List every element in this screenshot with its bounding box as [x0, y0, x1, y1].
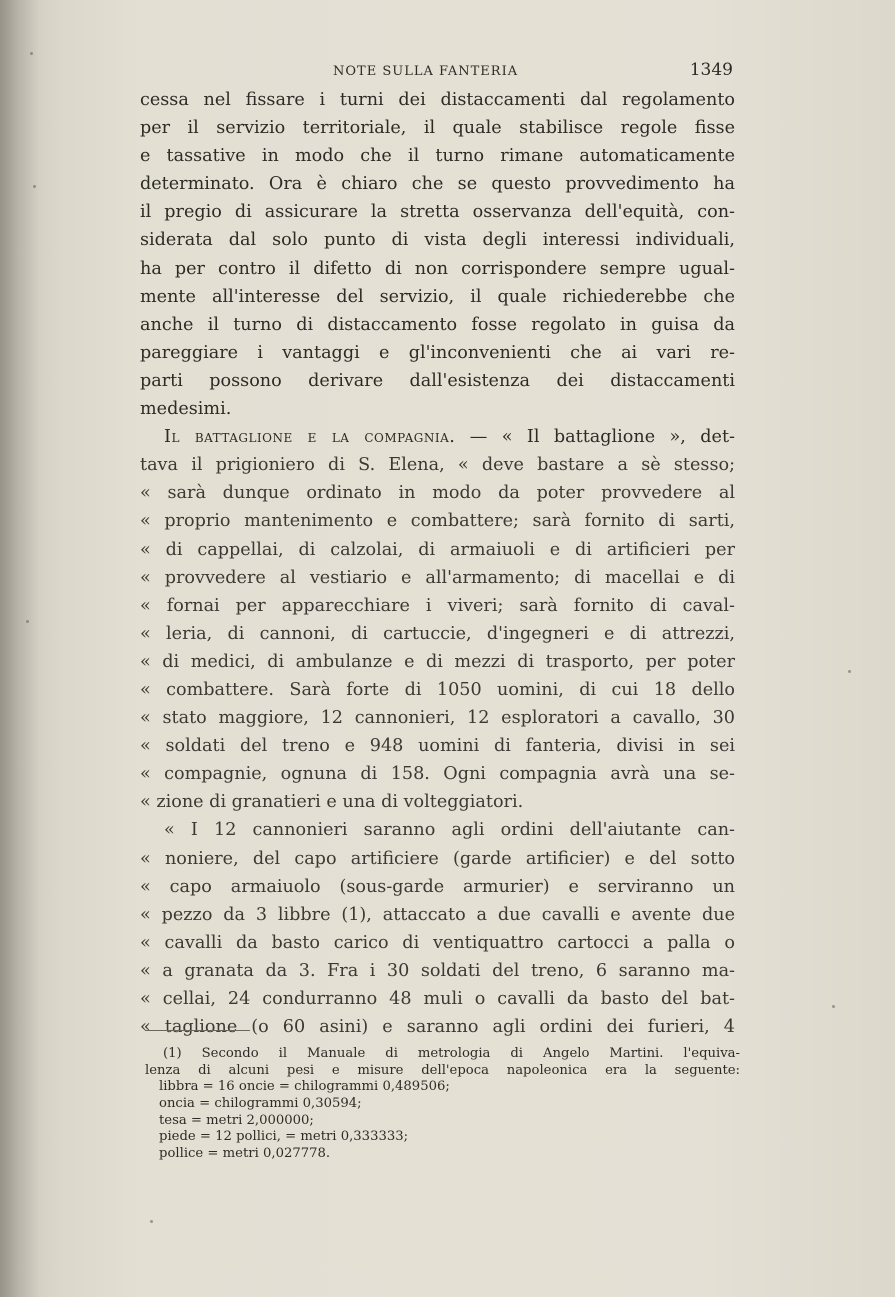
quote-line: « a granata da 3. Fra i 30 soldati del treno, 6 saranno ma- — [140, 960, 735, 981]
quote-line: « leria, di cannoni, di cartuccie, d'ingegneri e di attrezzi, — [140, 623, 735, 644]
section-first-line — [140, 423, 735, 451]
quote-line: « stato maggiore, 12 cannonieri, 12 esploratori a cavallo, 30 — [140, 708, 735, 729]
quote-line: « di cappellai, di calzolai, di armaiuoli e di artificieri per — [140, 539, 735, 560]
text-line: pareggiare i vantaggi e gl'inconvenienti che ai vari re- — [140, 342, 735, 363]
quote-line: « compagnie, ognuna di 158. Ogni compagnia avrà una se- — [140, 764, 735, 785]
footnote-line: lenza di alcuni pesi e misure dell'epoca napoleonica era la seguente: — [145, 1062, 740, 1078]
quote-line: « cavalli da basto carico di ventiquattro cartocci a palla o — [140, 932, 735, 953]
quote-line: « capo armaiuolo (sous-garde armurier) e serviranno un — [140, 876, 735, 897]
text-line: il pregio di assicurare la stretta osservanza dell'equità, con- — [140, 202, 735, 223]
quote-line: « proprio mantenimento e combattere; sarà fornito di sarti, — [140, 511, 735, 532]
quote-line: « provvedere al vestiario e all'armamento; di macellai e di — [140, 567, 735, 588]
paper-speck — [26, 620, 29, 623]
quote-line: « I 12 cannonieri saranno agli ordini dell'aiutante can- — [164, 820, 735, 841]
quote-line: « di medici, di ambulanze e di mezzi di trasporto, per poter — [140, 651, 735, 672]
gutter-shadow — [0, 0, 40, 1297]
quote-line: « zione di granatieri e una di volteggiatori. — [140, 792, 524, 813]
page-header — [145, 60, 735, 84]
footnote-line: (1) Secondo il Manuale di metrologia di Angelo Martini. l'equiva- — [163, 1046, 740, 1061]
paper-speck — [30, 52, 33, 55]
quote-line: « noniere, del capo artificiere (garde artificier) e del sotto — [140, 848, 735, 869]
paper-speck — [848, 670, 851, 673]
text-line: siderata dal solo punto di vista degli interessi individuali, — [140, 230, 735, 251]
footnote-item: piede = 12 pollici, = metri 0,333333; — [159, 1129, 409, 1145]
text-line: per il servizio territoriale, il quale stabilisce regole fisse — [140, 118, 735, 139]
quote-line: « taglione (o 60 asini) e saranno agli ordini dei furieri, 4 — [140, 1017, 735, 1038]
text-line: mente all'interesse del servizio, il quale richiederebbe che — [140, 286, 735, 307]
quote-line: « fornai per apparecchiare i viveri; sarà fornito di caval- — [140, 595, 735, 616]
footnote-item: oncia = chilogrammi 0,30594; — [159, 1096, 362, 1112]
footnote-item: libbra = 16 oncie = chilogrammi 0,489506; — [159, 1079, 450, 1095]
text-line: medesimi. — [140, 399, 232, 420]
body-text — [140, 86, 735, 1041]
page-number: 1349 — [689, 60, 733, 80]
text-line: parti possono derivare dall'esistenza dei distaccamenti — [140, 370, 735, 391]
quote-line: « sarà dunque ordinato in modo da poter provvedere al — [140, 483, 735, 504]
paper-speck — [832, 1005, 835, 1008]
text-line: anche il turno di distaccamento fosse regolato in guisa da — [140, 314, 735, 335]
paper-speck — [150, 1220, 153, 1223]
paper-speck — [33, 185, 36, 188]
footnote-rule — [145, 1030, 250, 1031]
text-line: cessa nel fissare i turni dei distaccamenti dal regolamento — [140, 90, 735, 110]
quote-line: tava il prigioniero di S. Elena, « deve bastare a sè stesso; — [140, 455, 735, 476]
footnote — [145, 1046, 740, 1163]
text-line: e tassative in modo che il turno rimane automaticamente — [140, 146, 735, 167]
text-line: determinato. Ora è chiaro che se questo provvedimento ha — [140, 174, 735, 195]
section-first-line-text: — « Il battaglione », det- — [455, 427, 735, 448]
quote-line: « combattere. Sarà forte di 1050 uomini, di cui 18 dello — [140, 679, 735, 700]
section-heading: Il battaglione e la compagnia. — [164, 427, 456, 448]
quote-line: « pezzo da 3 libbre (1), attaccato a due cavalli e avente due — [140, 904, 735, 925]
footnote-item: pollice = metri 0,027778. — [159, 1146, 331, 1162]
footnote-item: tesa = metri 2,000000; — [159, 1112, 314, 1128]
running-title: NOTE SULLA FANTERIA — [333, 64, 519, 79]
text-line: ha per contro il difetto di non corrispondere sempre ugual- — [140, 258, 735, 279]
quote-line: « soldati del treno e 948 uomini di fanteria, divisi in sei — [140, 736, 735, 757]
quote-line: « cellai, 24 condurranno 48 muli o cavalli da basto del bat- — [140, 989, 735, 1009]
